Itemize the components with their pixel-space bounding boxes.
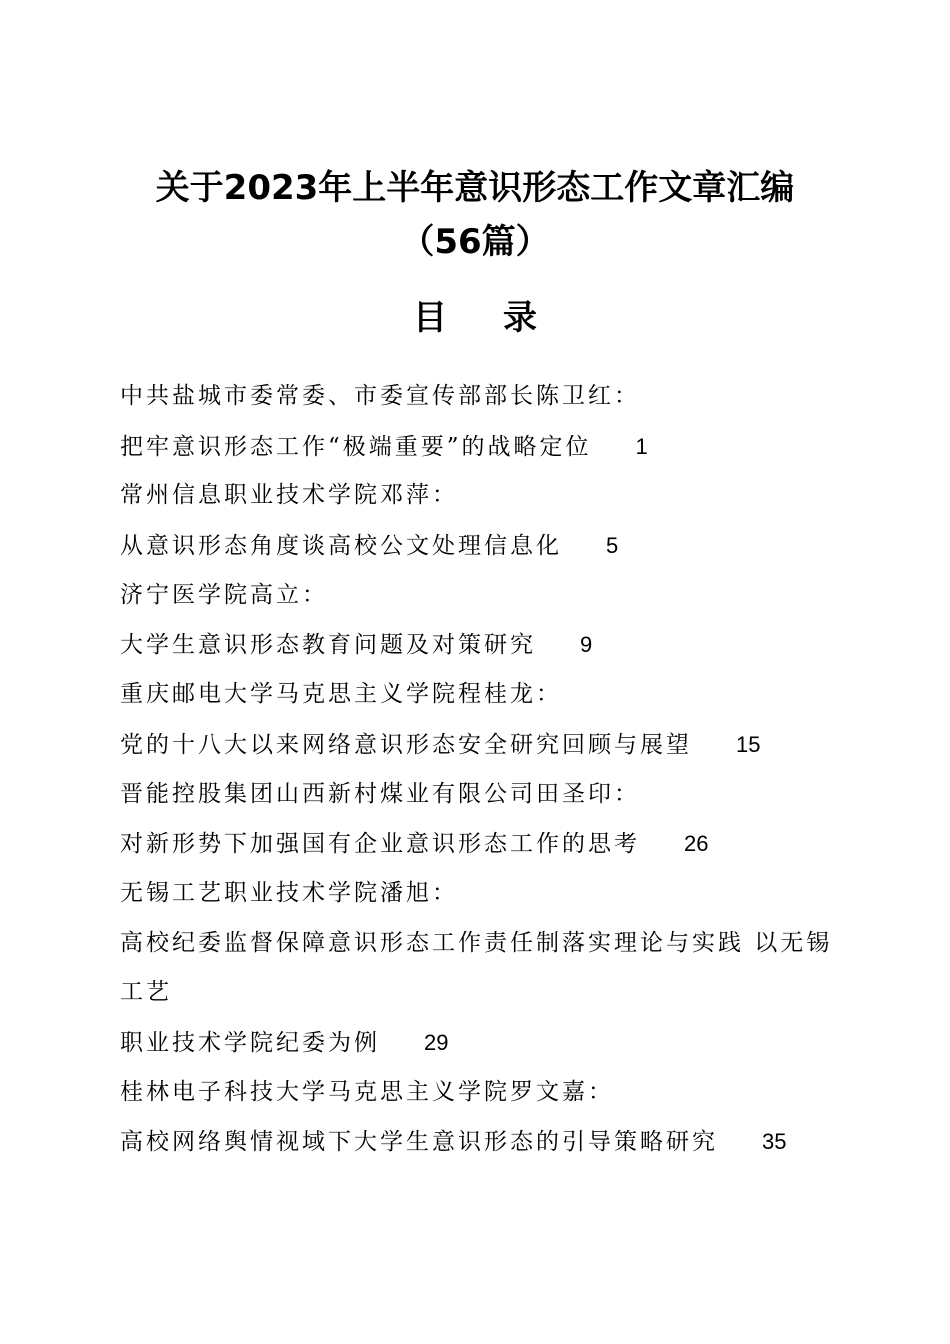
toc-title: 职业技术学院纪委为例	[120, 1029, 380, 1056]
table-of-contents	[120, 372, 833, 1167]
toc-page-number: 9	[580, 632, 593, 658]
toc-entry	[120, 620, 830, 670]
toc-page-number: 5	[606, 533, 619, 559]
toc-title: 党的十八大以来网络意识形态安全研究回顾与展望	[120, 731, 692, 758]
toc-title: 对新形势下加强国有企业意识形态工作的思考	[120, 831, 640, 858]
toc-title: 大学生意识形态教育问题及对策研究	[120, 632, 536, 659]
toc-entry	[120, 422, 830, 472]
document-subtitle-count: （56篇）	[400, 222, 550, 262]
toc-entry	[120, 1018, 830, 1068]
toc-entry	[120, 1117, 830, 1167]
toc-author: 中共盐城市委常委、市委宣传部部长陈卫红：	[120, 383, 640, 409]
toc-title-line: 工艺	[120, 979, 172, 1006]
toc-author: 晋能控股集团山西新村煤业有限公司田圣印：	[120, 780, 640, 807]
toc-title: 从意识形态角度谈高校公文处理信息化	[120, 533, 562, 560]
toc-author: 无锡工艺职业技术学院潘旭：	[120, 879, 458, 906]
toc-page-number: 1	[635, 433, 648, 459]
toc-entry	[120, 819, 830, 869]
document-title: 关于2023年上半年意识形态工作文章汇编	[155, 168, 795, 208]
toc-title-line: 高校纪委监督保障意识形态工作责任制落实理论与实践 以无锡	[120, 929, 833, 956]
toc-entry	[120, 720, 830, 770]
toc-page-number: 35	[762, 1129, 787, 1155]
toc-page-number: 29	[424, 1029, 449, 1055]
toc-author: 重庆邮电大学马克思主义学院程桂龙：	[120, 681, 562, 708]
toc-title: 把牢意识形态工作“极端重要”的战略定位	[120, 433, 592, 460]
toc-page-number: 26	[684, 831, 709, 857]
toc-page-number: 15	[736, 731, 761, 757]
toc-author: 桂林电子科技大学马克思主义学院罗文嘉：	[120, 1078, 614, 1105]
toc-entry	[120, 521, 830, 571]
toc-author: 常州信息职业技术学院邓萍：	[120, 482, 458, 509]
toc-heading: 目录	[413, 298, 593, 338]
toc-title: 高校网络舆情视域下大学生意识形态的引导策略研究	[120, 1129, 718, 1156]
toc-author: 济宁医学院高立：	[120, 581, 328, 608]
